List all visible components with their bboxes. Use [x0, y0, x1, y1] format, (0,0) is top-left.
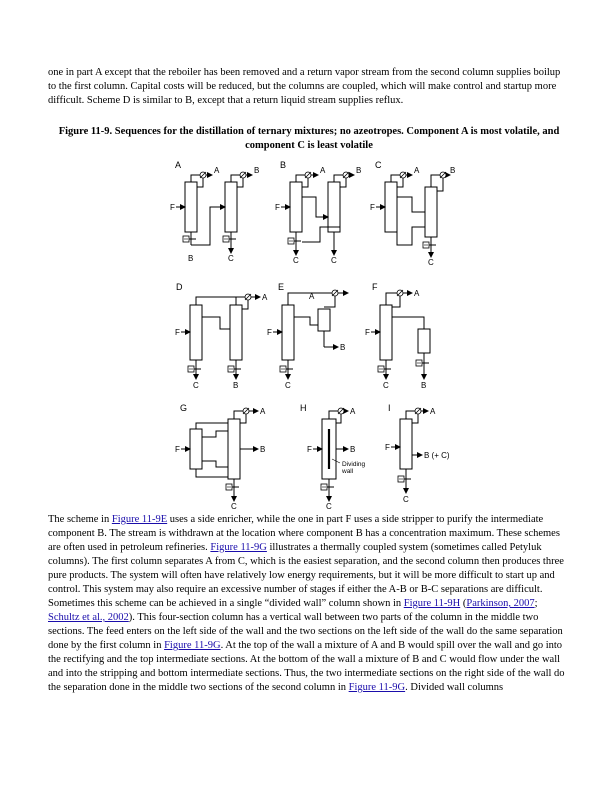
figure-caption: Figure 11-9. Sequences for the distillation of ternary mixtures; no azeotropes. Component A is most volatile, and component C is least volatile: [58, 126, 560, 151]
panel-a: [176, 172, 252, 253]
stream-label: A: [262, 293, 268, 302]
stream-label: B: [350, 445, 356, 454]
panel-h: [313, 408, 348, 501]
stream-label: A: [214, 166, 220, 175]
panel-label-h: H: [300, 403, 307, 413]
stream-label: C: [193, 381, 199, 390]
text-run: (: [460, 598, 467, 609]
stream-label: A: [414, 166, 420, 175]
dividing-label: Dividing: [342, 461, 366, 468]
panel-f: [371, 290, 430, 379]
stream-label: B: [340, 343, 346, 352]
feed-label: F: [175, 445, 180, 454]
stream-label: C: [403, 495, 409, 504]
figure-link-11-9h[interactable]: Figure 11-9H: [403, 598, 461, 609]
stream-label: B: [356, 166, 362, 175]
panel-label-i: I: [388, 403, 391, 413]
stream-label: B: [188, 254, 194, 263]
text-run: ). This four-section column has a vertical wall between two parts of the column in the middle two sections. The feed enters on the left side of the wall and the two sections on the left side of the wall do the same separation done by the first column in: [48, 612, 563, 651]
stream-label: C: [326, 502, 332, 509]
paragraph-body: [48, 513, 570, 695]
stream-label: C: [331, 256, 337, 265]
stream-label: A: [350, 407, 356, 416]
feed-label: F: [267, 328, 272, 337]
wall-label: wall: [342, 468, 354, 475]
stream-label: C: [231, 502, 237, 509]
citation-link-schultz[interactable]: Schultz et al., 2002: [48, 612, 129, 623]
stream-label: B: [260, 445, 266, 454]
panel-label-a: A: [175, 160, 182, 170]
stream-label: C: [383, 381, 389, 390]
panel-e: [273, 290, 348, 379]
stream-label: C: [285, 381, 291, 390]
panel-label-g: G: [180, 403, 188, 413]
paragraph-intro: one in part A except that the reboiler has been removed and a return vapor stream from the second column supplies boilup to the first column. Capital costs will be reduced, but the columns are coupled, which will make control and startup more difficult. Scheme D is similar to B, except that a return liquid stream supplies reflux.: [48, 67, 561, 106]
stream-label: A: [309, 292, 315, 301]
panel-label-f: F: [372, 282, 378, 292]
figure-link-11-9e[interactable]: Figure 11-9E: [111, 514, 168, 525]
text-run: illustrates a thermally coupled system (sometimes called Petyluk columns). The first column separates A from C, which is the easiest separation, and the second column then produces three pure products. The system will often have relatively low energy requirements, but it will be more difficult to start up and control. This system may also require an excessive number of stages if either the A-B or B-C separations are difficult. Sometimes this scheme can be achieved in a single “divided wall” column shown in: [48, 542, 564, 609]
stream-label: B: [254, 166, 260, 175]
citation-link-parkinson[interactable]: Parkinson, 2007: [466, 598, 535, 609]
feed-label: F: [370, 203, 375, 212]
panel-label-c: C: [375, 160, 382, 170]
feed-label: F: [275, 203, 280, 212]
stream-label: C: [228, 254, 234, 263]
stream-label: C: [293, 256, 299, 265]
panel-g: [181, 408, 258, 501]
figure-link-11-9g[interactable]: Figure 11-9G: [210, 542, 267, 553]
text-run: uses a side enricher, while the one in part F uses a side stripper to purify the intermediate component B. The stream is withdrawn at the location where component B has a concentration maximum. These schemes are often used in petroleum refineries.: [48, 514, 560, 553]
figure-link-11-9g[interactable]: Figure 11-9G: [348, 682, 406, 693]
feed-label: F: [307, 445, 312, 454]
feed-label: F: [170, 203, 175, 212]
panel-label-b: B: [280, 160, 287, 170]
text-run: . Divided wall columns: [405, 682, 504, 693]
feed-label: F: [175, 328, 180, 337]
panel-label-d: D: [176, 282, 183, 292]
stream-label: C: [428, 258, 434, 267]
text-run: The scheme in: [48, 514, 112, 525]
panel-label-e: E: [278, 282, 285, 292]
panel-c: [376, 172, 450, 257]
stream-label: B: [450, 166, 456, 175]
feed-label: F: [385, 443, 390, 452]
stream-label: A: [414, 289, 420, 298]
stream-label: A: [320, 166, 326, 175]
panel-i: [391, 408, 428, 493]
figure-link-11-9g[interactable]: Figure 11-9G: [164, 640, 221, 651]
stream-label: A: [260, 407, 266, 416]
panel-d: [181, 294, 260, 379]
figure-11-9-diagram: [150, 157, 470, 509]
text-run: ;: [534, 598, 538, 609]
stream-label: B: [233, 381, 239, 390]
feed-label: F: [365, 328, 370, 337]
stream-label: B: [421, 381, 427, 390]
stream-label: A: [430, 407, 436, 416]
panel-b: [281, 172, 354, 255]
text-run: . At the top of the wall a mixture of A and B would spill over the wall and go into the rectifying and the top intermediate sections. At the bottom of the wall a mixture of B and C would flow under the wall and into the stripping and bottom intermediate sections. Thus, the two intermediate sections on the right side of the wall do the separation done in the middle two sections of the second column in: [48, 640, 565, 693]
stream-label-bc: B (+ C): [424, 451, 450, 460]
